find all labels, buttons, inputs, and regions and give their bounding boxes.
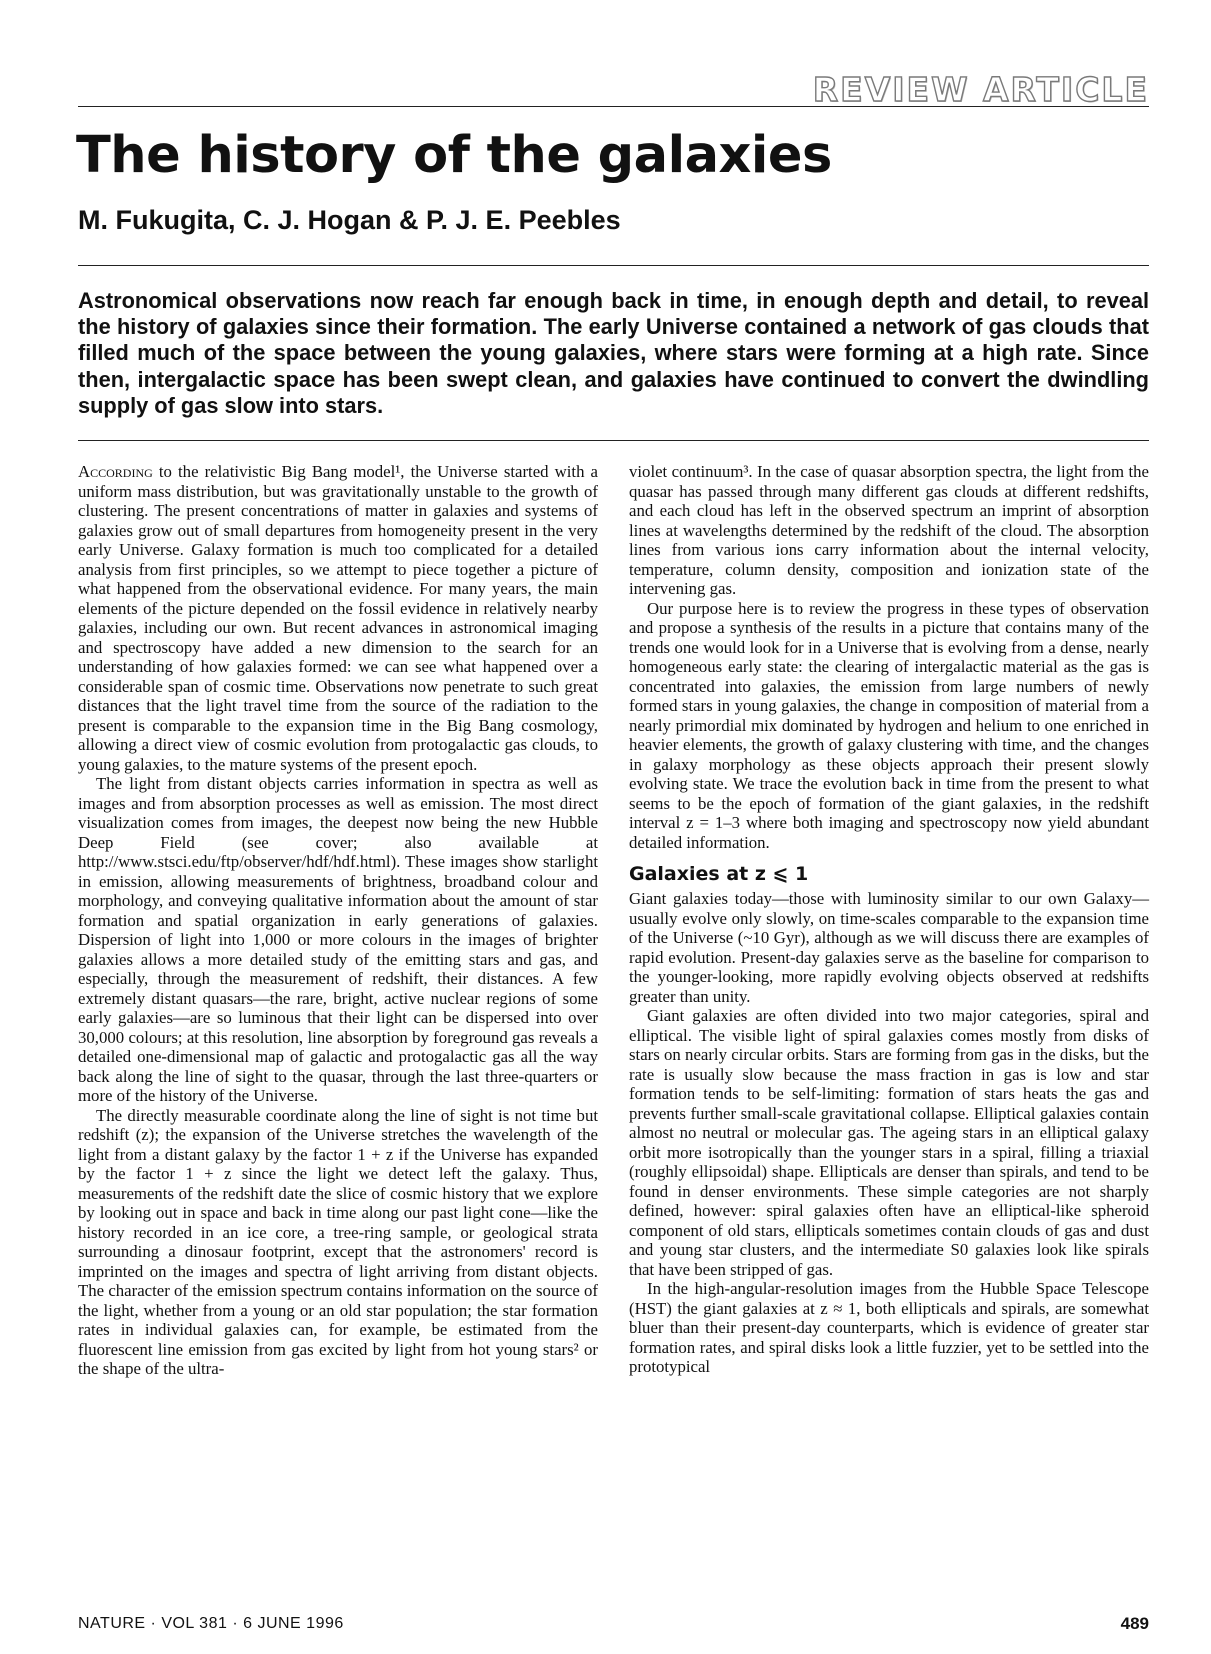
paragraph: Giant galaxies today—those with luminosity similar to our own Galaxy—usually evolve only slowly, on time-scales comparable to the expansion time of the Universe (~10 Gyr), although as we will discuss there are examples of rapid evolution. Present-day galaxies serve as the baseline for comparison to the younger-looking, more rapidly evolving objects observed at redshifts greater than unity. bbox=[629, 889, 1149, 1006]
top-rule bbox=[78, 106, 1149, 107]
right-column bbox=[629, 462, 1149, 1377]
abstract: Astronomical observations now reach far enough back in time, in enough depth and detail, to reveal the history of galaxies since their formation. The early Universe contained a network of gas clouds that filled much of the space between the young galaxies, where stars were forming at a high rate. Since then, intergalactic space has been swept clean, and galaxies have continued to convert the dwindling supply of gas slow into stars. bbox=[78, 288, 1149, 418]
author-list: M. Fukugita, C. J. Hogan & P. J. E. Peebles bbox=[78, 205, 621, 235]
paragraph: In the high-angular-resolution images from the Hubble Space Telescope (HST) the giant galaxies at z ≈ 1, both ellipticals and spirals, are somewhat bluer than their present-day counterparts, which is evidence of greater star formation rates, and spiral disks look a little fuzzier, yet to be settled into the prototypical bbox=[629, 1279, 1149, 1376]
paragraph: The light from distant objects carries information in spectra as well as images and from absorption processes as well as emission. The most direct visualization comes from images, the deepest now being the new Hubble Deep Field (see cover; also available at http://www.stsci.edu/ftp/observer/hdf/hdf.html). These images show starlight in emission, allowing measurements of brightness, broadband colour and morphology, and conveying qualitative information about the amount of star formation and spatial organization in early generations of galaxies. Dispersion of light into 1,000 or more colours in the images of brighter galaxies allows a more detailed study of the emitting stars and gas, and especially, through the measurement of redshift, their distances. A few extremely distant quasars—the rare, bright, active nuclear regions of some early galaxies—are so luminous that their light can be dispersed into over 30,000 colours; at this resolution, line absorption by foreground gas reveals a detailed one-dimensional map of galactic and protogalactic gas all the way back along the line of sight to the quasar, through the last three-quarters or more of the history of the Universe. bbox=[78, 774, 598, 1105]
paragraph: violet continuum³. In the case of quasar absorption spectra, the light from the quasar has passed through many different gas clouds at different redshifts, and each cloud has left in the observed spectrum an imprint of absorption lines at wavelengths determined by the redshift of the cloud. The absorption lines from various ions carry information about the internal velocity, temperature, column density, composition and ionization state of the intervening gas. bbox=[629, 462, 1149, 598]
paragraph-text: to the relativistic Big Bang model¹, the Universe started with a uniform mass distribution, but was gravitationally unstable to the growth of clustering. The present concentrations of matter in galaxies and systems of galaxies grow out of small departures from homogeneity present in the very early Universe. Galaxy formation is much too complicated for a detailed analysis from first principles, so we attempt to piece together a picture of what happened from the observational evidence. For many years, the main elements of the picture depended on the fossil evidence in relatively nearby galaxies, including our own. But recent advances in astronomical imaging and spectroscopy have added a new dimension to the search for an understanding of how galaxies formed: we can see what happened over a considerable span of cosmic time. Observations now penetrate to such great distances that the light travel time from the source of the radiation to the present is comparable to the expansion time in the Big Bang cosmology, allowing a direct view of cosmic evolution from protogalactic gas clouds, to young galaxies, to the mature systems of the present epoch. bbox=[78, 462, 598, 774]
drop-lead-word: According bbox=[78, 462, 153, 481]
section-kicker: REVIEW ARTICLE bbox=[812, 70, 1149, 109]
paragraph: Giant galaxies are often divided into two major categories, spiral and elliptical. The visible light of spiral galaxies comes mostly from disks of stars on nearly circular orbits. Stars are forming from gas in the disks, but the rate is usually slow because the mass fraction in gas is low and star formation tends to be self-limiting: formation of stars heats the gas and prevents further small-scale gravitational collapse. Elliptical galaxies contain almost no neutral or molecular gas. The ageing stars in an elliptical galaxy orbit more isotropically than the younger stars in a spiral, filling a triaxial (roughly ellipsoidal) shape. Ellipticals are denser than spirals, and tend to be found in denser environments. These simple categories are not sharply defined, however: spiral galaxies often have an elliptical-like spheroid component of old stars, ellipticals sometimes contain clouds of gas and dust and young star clusters, and the intermediate S0 galaxies look like spirals that have been stripped of gas. bbox=[629, 1006, 1149, 1279]
abstract-top-rule bbox=[78, 265, 1149, 266]
page-number: 489 bbox=[1120, 1614, 1149, 1633]
paragraph: The directly measurable coordinate along the line of sight is not time but redshift (z); the expansion of the Universe stretches the wavelength of the light from a distant galaxy by the factor 1 + z if the Universe has expanded by the factor 1 + z since the light we detect left the galaxy. Thus, measurements of the redshift date the slice of cosmic history that we explore by looking out in space and back in time along our past light cone—like the history recorded in an ice core, a tree-ring sample, or geological strata surrounding a dinosaur footprint, except that the astronomers' record is imprinted on the images and spectra of light arriving from distant objects. The character of the emission spectrum contains information on the source of the light, whether from a young or an old star population; the star formation rates in individual galaxies can, for example, be estimated from the fluorescent line emission from gas excited by light from hot young stars² or the shape of the ultra- bbox=[78, 1105, 598, 1378]
article-title: The history of the galaxies bbox=[76, 126, 832, 185]
section-heading: Galaxies at z ⩽ 1 bbox=[629, 863, 809, 885]
paragraph bbox=[78, 462, 598, 774]
abstract-bottom-rule bbox=[78, 440, 1149, 441]
paragraph: Our purpose here is to review the progress in these types of observation and propose a synthesis of the results in a picture that contains many of the trends one would look for in a Universe that is evolving from a dense, nearly homogeneous early state: the clearing of intergalactic material as the gas is concentrated into galaxies, the emission from large numbers of newly formed stars in young galaxies, the change in composition of material from a nearly primordial mix dominated by hydrogen and helium to one enriched in heavier elements, the growth of galaxy clustering with time, and the changes in galaxy morphology as these objects approach their present slowly evolving state. We trace the evolution back in time from the present to what seems to be the epoch of formation of the giant galaxies, in the redshift interval z = 1–3 where both imaging and spectroscopy now yield abundant detailed information. bbox=[629, 598, 1149, 852]
journal-citation: NATURE · VOL 381 · 6 JUNE 1996 bbox=[78, 1615, 344, 1632]
left-column bbox=[78, 462, 598, 1379]
